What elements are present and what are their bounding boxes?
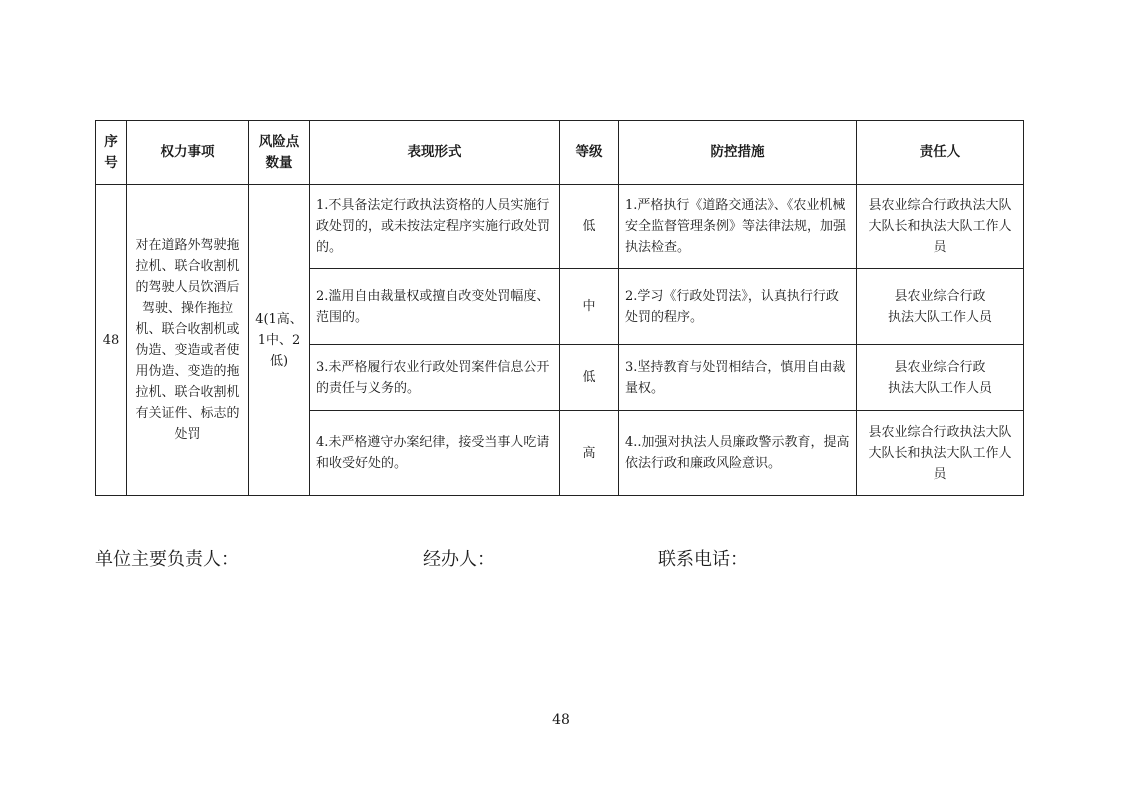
cell-form: 1.不具备法定行政执法资格的人员实施行政处罚的，或未按法定程序实施行政处罚的。	[310, 185, 560, 269]
cell-form: 4.未严格遵守办案纪律，接受当事人吃请和收受好处的。	[310, 411, 560, 496]
table-row	[96, 185, 1024, 269]
risk-control-table	[95, 120, 1024, 496]
cell-seq: 48	[96, 185, 127, 496]
cell-level: 低	[560, 345, 619, 411]
cell-level: 中	[560, 269, 619, 345]
cell-measures: 2.学习《行政处罚法》，认真执行行政处罚的程序。	[619, 269, 857, 345]
footer-phone-label: 联系电话：	[658, 549, 748, 570]
header-seq: 序 号	[96, 121, 127, 185]
cell-risk-count: 4(1高、1中、2低)	[249, 185, 310, 496]
cell-form: 2.滥用自由裁量权或擅自改变处罚幅度、范围的。	[310, 269, 560, 345]
cell-measures: 1.严格执行《道路交通法》、《农业机械安全监督管理条例》等法律法规，加强执法检查。	[619, 185, 857, 269]
header-level: 等级	[560, 121, 619, 185]
cell-person: 县农业综合行政执法大队大队长和执法大队工作人员	[857, 185, 1024, 269]
header-risk-count: 风险点 数量	[249, 121, 310, 185]
header-measures: 防控措施	[619, 121, 857, 185]
cell-measures: 3.坚持教育与处罚相结合，慎用自由裁量权。	[619, 345, 857, 411]
footer-unit-head-label: 单位主要负责人：	[95, 549, 239, 570]
cell-person: 县农业综合行政 执法大队工作人员	[857, 345, 1024, 411]
cell-form: 3.未严格履行农业行政处罚案件信息公开的责任与义务的。	[310, 345, 560, 411]
cell-person: 县农业综合行政执法大队大队长和执法大队工作人员	[857, 411, 1024, 496]
cell-measures: 4..加强对执法人员廉政警示教育，提高依法行政和廉政风险意识。	[619, 411, 857, 496]
header-form: 表现形式	[310, 121, 560, 185]
footer-handler-label: 经办人：	[423, 549, 495, 570]
cell-person: 县农业综合行政 执法大队工作人员	[857, 269, 1024, 345]
cell-level: 低	[560, 185, 619, 269]
cell-level: 高	[560, 411, 619, 496]
cell-item: 对在道路外驾驶拖拉机、联合收割机的驾驶人员饮酒后驾驶、操作拖拉机、联合收割机或伪造、变造或者使用伪造、变造的拖拉机、联合收割机有关证件、标志的处罚	[127, 185, 249, 496]
header-item: 权力事项	[127, 121, 249, 185]
table-header-row	[96, 121, 1024, 185]
header-person: 责任人	[857, 121, 1024, 185]
page-number: 48	[552, 712, 570, 728]
